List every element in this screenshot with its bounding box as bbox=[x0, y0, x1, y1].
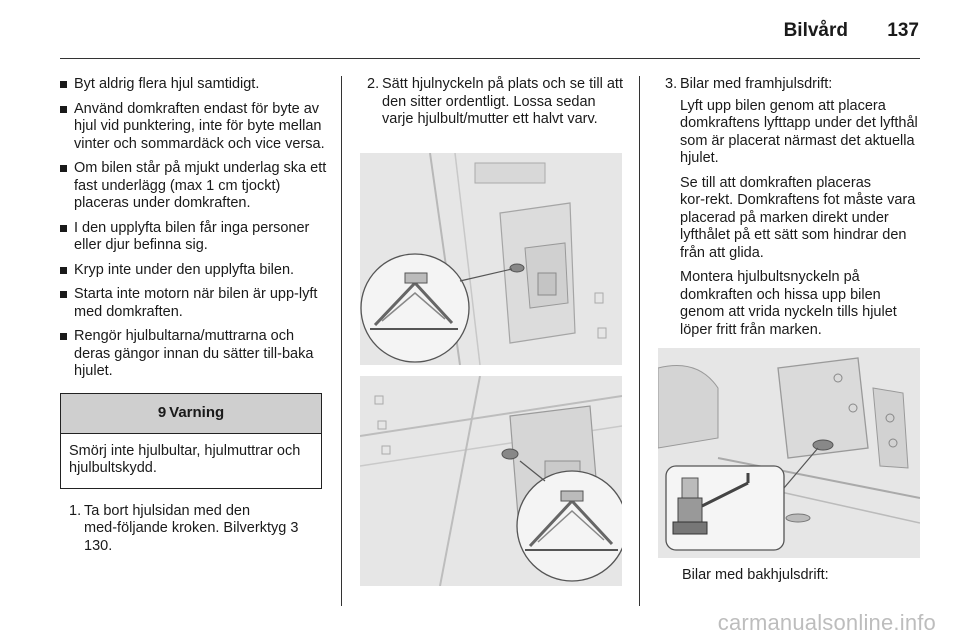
page-header bbox=[0, 0, 960, 62]
step-number: 2. bbox=[367, 76, 380, 92]
bullet-item: I den upplyfta bilen får inga personer eller djur befinna sig. bbox=[60, 220, 328, 255]
jack-point-illustration-1 bbox=[360, 153, 622, 365]
paragraph: Montera hjulbultsnyckeln på domkraften och hissa upp bilen genom att vrida nyckeln tills hjulet löper fritt från marken. bbox=[680, 269, 897, 338]
bullet-square-icon bbox=[60, 291, 67, 298]
step-1 bbox=[60, 503, 328, 556]
column-divider-1 bbox=[341, 76, 342, 606]
bullet-item: Om bilen står på mjukt underlag ska ett fast underlägg (max 1 cm tjockt) placeras under domkraften. bbox=[60, 160, 328, 213]
page-number: 137 bbox=[887, 20, 919, 41]
watermark: carmanualsonline.info bbox=[717, 610, 936, 635]
step-3 bbox=[656, 76, 924, 94]
step-3-details bbox=[656, 98, 924, 340]
jack-lifting-illustration bbox=[658, 348, 920, 558]
bullet-item: Starta inte motorn när bilen är upp‑lyft med domkraften. bbox=[60, 286, 328, 321]
page-reference[interactable]: 130. bbox=[84, 537, 113, 554]
warning-triangle-icon: 9 bbox=[157, 404, 167, 422]
bullet-square-icon bbox=[60, 165, 67, 172]
warning-header bbox=[61, 394, 321, 434]
bullet-item: Använd domkraften endast för byte av hjul vid punktering, inte för byte mellan vinter och sommardäck och vice versa. bbox=[60, 101, 328, 154]
bullet-square-icon bbox=[60, 81, 67, 88]
column-2 bbox=[358, 76, 626, 129]
step-number: 1. bbox=[69, 502, 82, 519]
page-reference-icon: 3 bbox=[290, 520, 299, 536]
bullet-square-icon bbox=[60, 106, 67, 113]
step-number: 3. bbox=[665, 76, 678, 92]
safety-bullet-list bbox=[60, 76, 328, 381]
column-divider-2 bbox=[639, 76, 640, 606]
bullet-item: Byt aldrig flera hjul samtidigt. bbox=[60, 76, 328, 94]
bullet-item: Kryp inte under den upplyfta bilen. bbox=[60, 262, 328, 280]
step-text: Ta bort hjulsidan med den med‑följande kroken. Bilverktyg bbox=[84, 502, 287, 536]
jack-point-illustration-2 bbox=[360, 376, 622, 586]
header-rule bbox=[60, 58, 920, 59]
column-1 bbox=[60, 76, 328, 555]
step-text: Sätt hjulnyckeln på plats och se till att den sitter ordentligt. Lossa sedan varje hjulbult/mutter ett halvt varv. bbox=[382, 76, 623, 127]
warning-body: Smörj inte hjulbultar, hjulmuttrar och hjulbultskydd. bbox=[69, 442, 301, 476]
section-title: Bilvård bbox=[783, 20, 848, 41]
step-2 bbox=[358, 76, 626, 129]
bullet-square-icon bbox=[60, 333, 67, 340]
paragraph: Se till att domkraften placeras kor‑rekt. Domkraftens fot måste vara placerad på marken direkt under lyfthålet på ett sätt som hindrar den från att glida. bbox=[680, 174, 916, 261]
figure-caption: Bilar med bakhjulsdrift: bbox=[682, 567, 829, 583]
step-text: Bilar med framhjulsdrift: bbox=[680, 76, 833, 92]
bullet-item: Rengör hjulbultarna/muttrarna och deras gängor innan du sätter till‑baka hjulet. bbox=[60, 328, 328, 381]
bullet-square-icon bbox=[60, 225, 67, 232]
warning-box bbox=[60, 393, 322, 489]
bullet-square-icon bbox=[60, 267, 67, 274]
paragraph: Lyft upp bilen genom att placera domkraftens lyfttapp under det lyfthål som är placerat närmast det aktuella hjulet. bbox=[680, 97, 918, 166]
warning-title: Varning bbox=[169, 404, 225, 422]
column-3 bbox=[656, 76, 924, 346]
